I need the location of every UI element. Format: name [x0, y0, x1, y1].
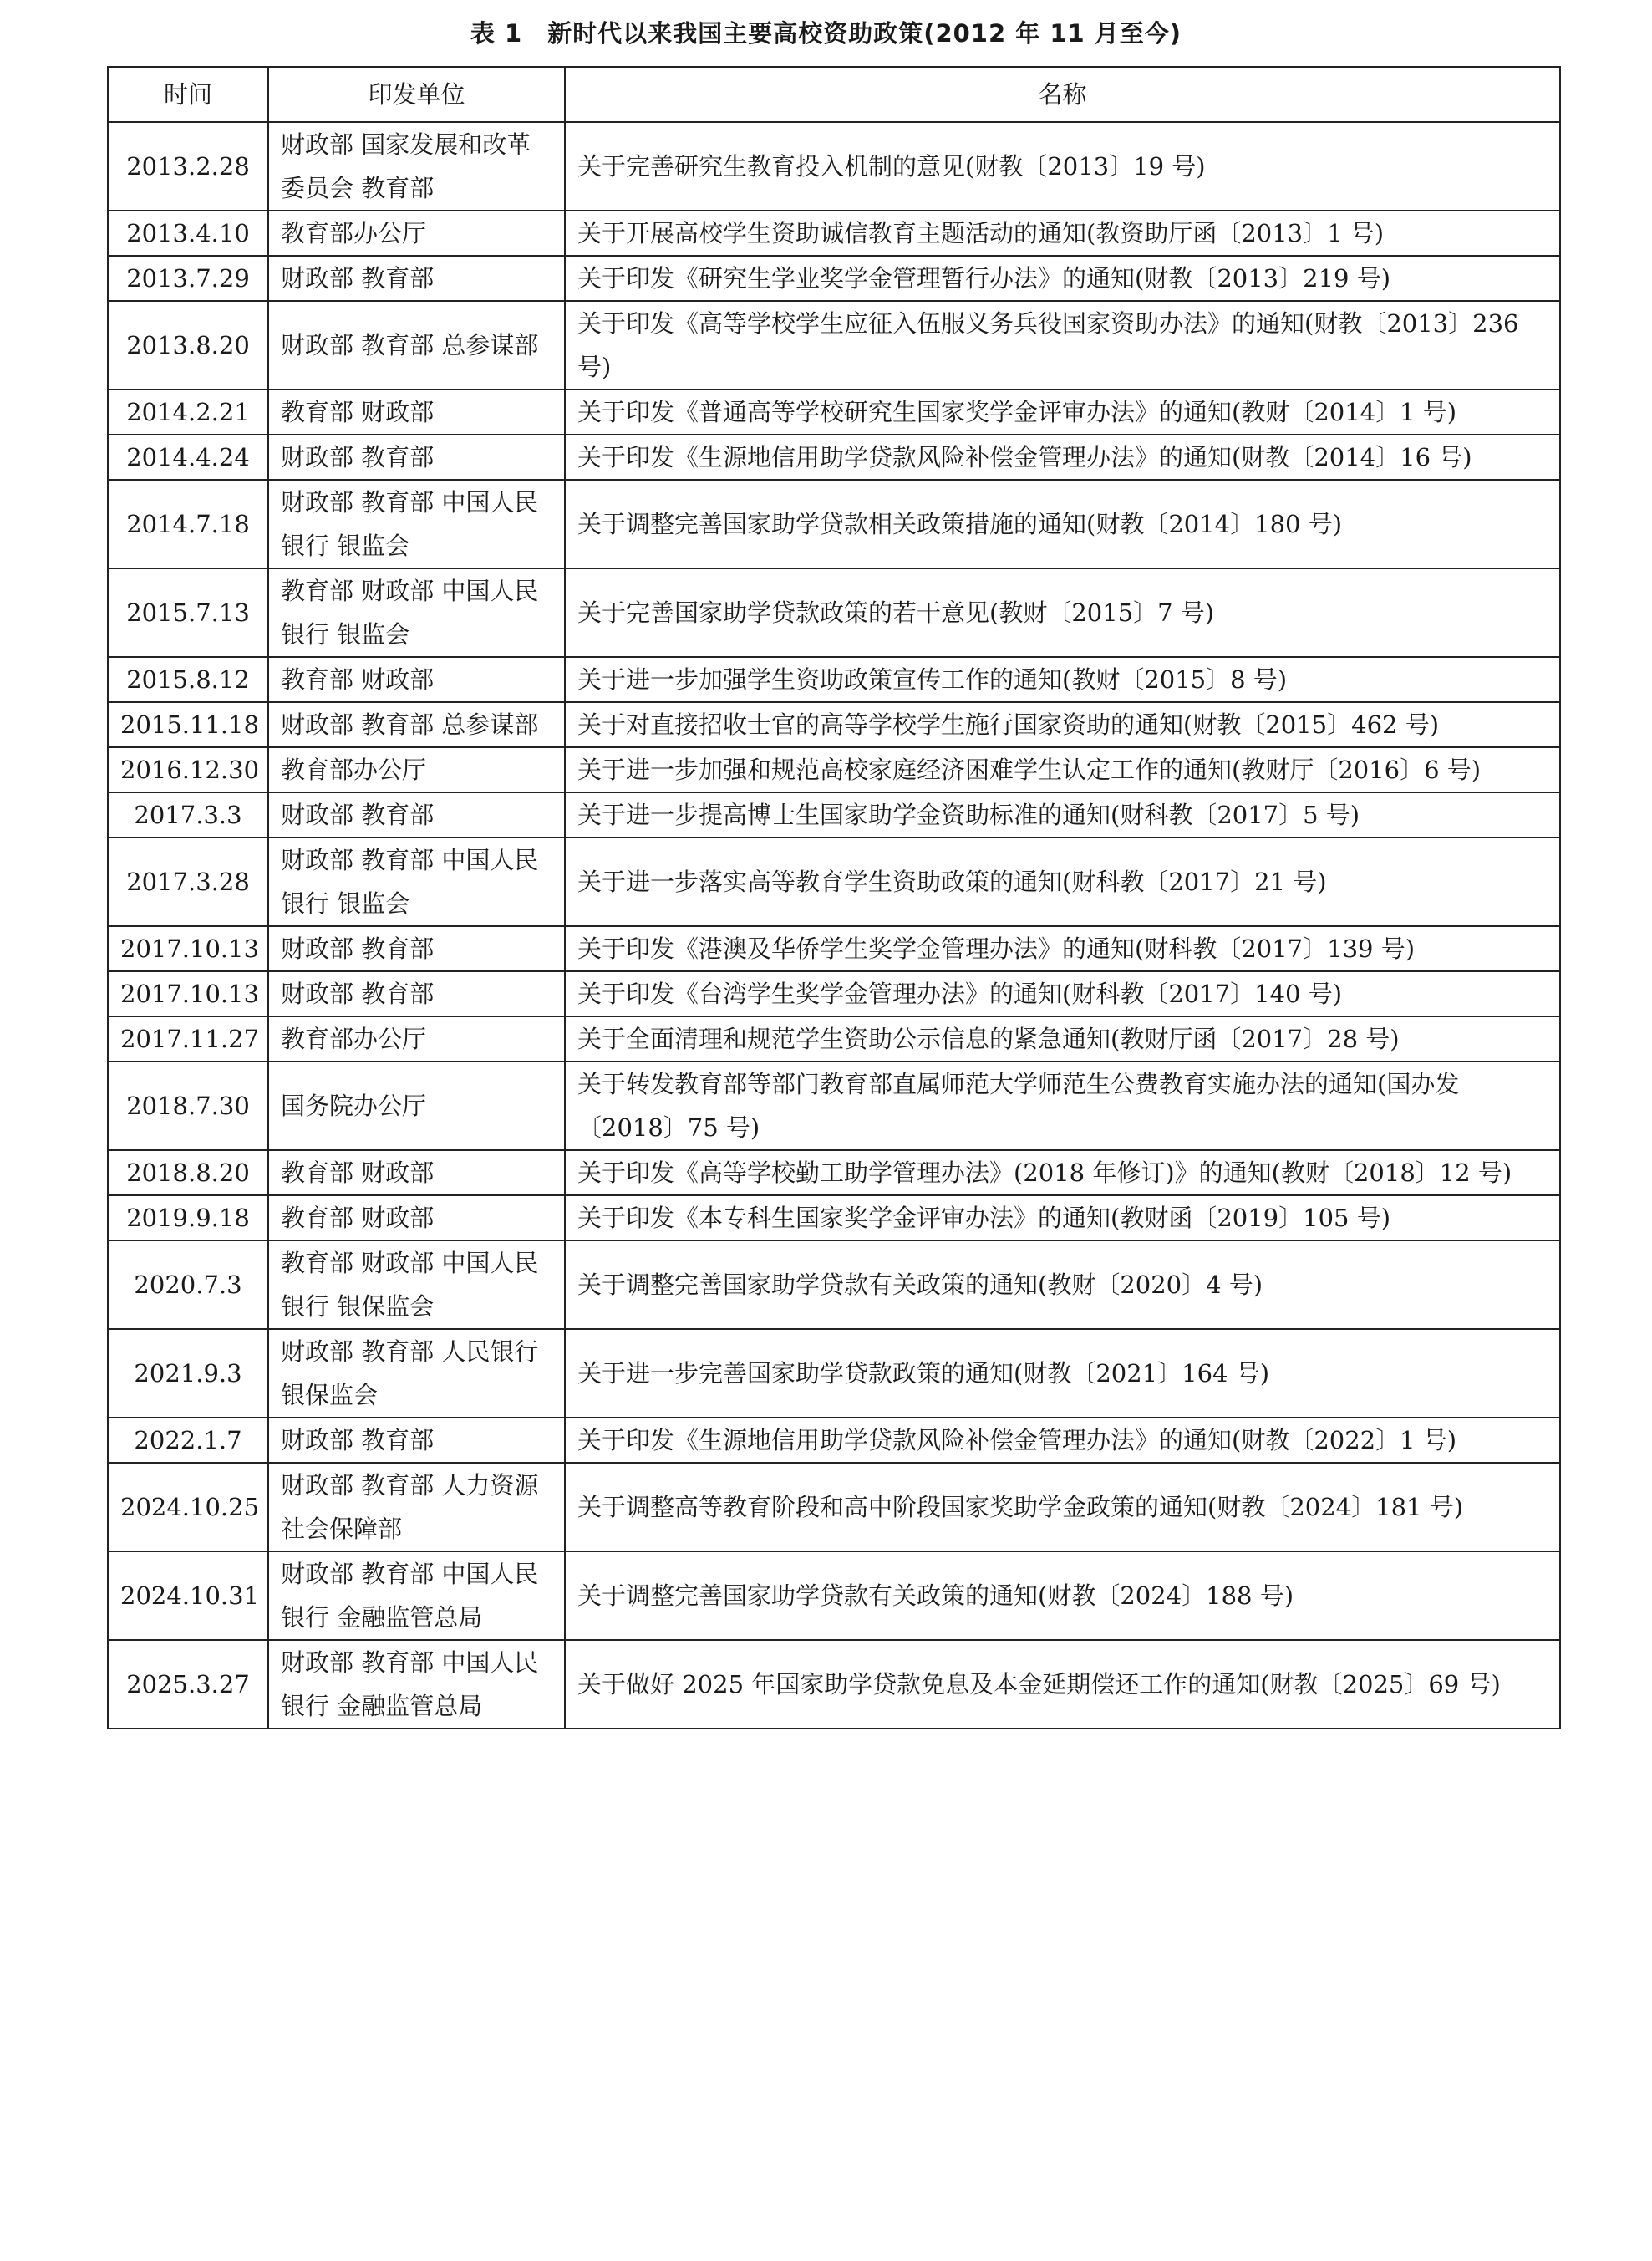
policy-title-cell: 关于调整完善国家助学贷款有关政策的通知(财教〔2024〕188 号) [565, 1551, 1560, 1640]
policy-title-cell: 关于做好 2025 年国家助学贷款免息及本金延期偿还工作的通知(财教〔2025〕69 号) [565, 1640, 1560, 1729]
policy-title-cell: 关于进一步落实高等教育学生资助政策的通知(财科教〔2017〕21 号) [565, 838, 1560, 926]
date-cell: 2017.10.13 [108, 926, 268, 971]
policy-title-cell: 关于印发《台湾学生奖学金管理办法》的通知(财科教〔2017〕140 号) [565, 971, 1560, 1016]
date-cell: 2017.3.3 [108, 792, 268, 838]
issuer-cell: 财政部 教育部 [268, 971, 565, 1016]
date-cell: 2013.8.20 [108, 301, 268, 390]
table-row [108, 1016, 1560, 1062]
date-cell: 2013.2.28 [108, 122, 268, 211]
table-row [108, 1150, 1560, 1195]
policy-title-cell: 关于印发《生源地信用助学贷款风险补偿金管理办法》的通知(财教〔2014〕16 号) [565, 435, 1560, 480]
date-cell: 2017.10.13 [108, 971, 268, 1016]
date-cell: 2014.7.18 [108, 480, 268, 568]
policy-title-cell: 关于进一步加强学生资助政策宣传工作的通知(教财〔2015〕8 号) [565, 657, 1560, 702]
date-cell: 2024.10.25 [108, 1463, 268, 1551]
table-row [108, 1062, 1560, 1150]
policy-title-cell: 关于开展高校学生资助诚信教育主题活动的通知(教资助厅函〔2013〕1 号) [565, 211, 1560, 256]
issuer-cell: 财政部 教育部 [268, 435, 565, 480]
header-title: 名称 [565, 67, 1560, 122]
table-row [108, 971, 1560, 1016]
issuer-cell: 财政部 国家发展和改革委员会 教育部 [268, 122, 565, 211]
date-cell: 2014.2.21 [108, 390, 268, 435]
issuer-cell: 财政部 教育部 [268, 1418, 565, 1463]
issuer-cell: 教育部办公厅 [268, 1016, 565, 1062]
date-cell: 2018.8.20 [108, 1150, 268, 1195]
policy-title-cell: 关于调整高等教育阶段和高中阶段国家奖助学金政策的通知(财教〔2024〕181 号) [565, 1463, 1560, 1551]
date-cell: 2017.3.28 [108, 838, 268, 926]
issuer-cell: 财政部 教育部 总参谋部 [268, 702, 565, 747]
date-cell: 2017.11.27 [108, 1016, 268, 1062]
date-cell: 2015.7.13 [108, 568, 268, 657]
issuer-cell: 教育部 财政部 [268, 657, 565, 702]
table-row [108, 838, 1560, 926]
policy-title-cell: 关于调整完善国家助学贷款相关政策措施的通知(财教〔2014〕180 号) [565, 480, 1560, 568]
issuer-cell: 教育部 财政部 中国人民银行 银监会 [268, 568, 565, 657]
issuer-cell: 财政部 教育部 中国人民银行 金融监管总局 [268, 1551, 565, 1640]
date-cell: 2024.10.31 [108, 1551, 268, 1640]
table-row [108, 747, 1560, 792]
table-row [108, 1240, 1560, 1329]
table-row [108, 657, 1560, 702]
table-body [108, 122, 1560, 1729]
date-cell: 2018.7.30 [108, 1062, 268, 1150]
policy-title-cell: 关于印发《港澳及华侨学生奖学金管理办法》的通知(财科教〔2017〕139 号) [565, 926, 1560, 971]
policy-title-cell: 关于全面清理和规范学生资助公示信息的紧急通知(教财厅函〔2017〕28 号) [565, 1016, 1560, 1062]
date-cell: 2020.7.3 [108, 1240, 268, 1329]
issuer-cell: 教育部办公厅 [268, 211, 565, 256]
table-row [108, 256, 1560, 301]
issuer-cell: 财政部 教育部 [268, 926, 565, 971]
policy-title-cell: 关于印发《高等学校学生应征入伍服义务兵役国家资助办法》的通知(财教〔2013〕236 号) [565, 301, 1560, 390]
date-cell: 2014.4.24 [108, 435, 268, 480]
policy-title-cell: 关于进一步加强和规范高校家庭经济困难学生认定工作的通知(教财厅〔2016〕6 号) [565, 747, 1560, 792]
date-cell: 2025.3.27 [108, 1640, 268, 1729]
issuer-cell: 财政部 教育部 总参谋部 [268, 301, 565, 390]
table-row [108, 1463, 1560, 1551]
policy-title-cell: 关于印发《生源地信用助学贷款风险补偿金管理办法》的通知(财教〔2022〕1 号) [565, 1418, 1560, 1463]
table-row [108, 435, 1560, 480]
table-row [108, 702, 1560, 747]
issuer-cell: 财政部 教育部 人力资源社会保障部 [268, 1463, 565, 1551]
date-cell: 2013.7.29 [108, 256, 268, 301]
table-header-row [108, 67, 1560, 122]
issuer-cell: 教育部 财政部 [268, 390, 565, 435]
table-row [108, 301, 1560, 390]
issuer-cell: 教育部办公厅 [268, 747, 565, 792]
issuer-cell: 财政部 教育部 [268, 792, 565, 838]
issuer-cell: 教育部 财政部 中国人民银行 银保监会 [268, 1240, 565, 1329]
table-row [108, 568, 1560, 657]
policy-title-cell: 关于对直接招收士官的高等学校学生施行国家资助的通知(财教〔2015〕462 号) [565, 702, 1560, 747]
table-row [108, 792, 1560, 838]
policy-title-cell: 关于完善研究生教育投入机制的意见(财教〔2013〕19 号) [565, 122, 1560, 211]
policy-title-cell: 关于进一步提高博士生国家助学金资助标准的通知(财科教〔2017〕5 号) [565, 792, 1560, 838]
header-date: 时间 [108, 67, 268, 122]
table-row [108, 1329, 1560, 1418]
issuer-cell: 教育部 财政部 [268, 1150, 565, 1195]
date-cell: 2015.8.12 [108, 657, 268, 702]
table-row [108, 1418, 1560, 1463]
table-row [108, 1551, 1560, 1640]
policy-title-cell: 关于印发《本专科生国家奖学金评审办法》的通知(教财函〔2019〕105 号) [565, 1195, 1560, 1240]
table-row [108, 926, 1560, 971]
date-cell: 2019.9.18 [108, 1195, 268, 1240]
policy-title-cell: 关于印发《普通高等学校研究生国家奖学金评审办法》的通知(教财〔2014〕1 号) [565, 390, 1560, 435]
header-issuer: 印发单位 [268, 67, 565, 122]
policy-title-cell: 关于进一步完善国家助学贷款政策的通知(财教〔2021〕164 号) [565, 1329, 1560, 1418]
date-cell: 2021.9.3 [108, 1329, 268, 1418]
issuer-cell: 财政部 教育部 中国人民银行 金融监管总局 [268, 1640, 565, 1729]
date-cell: 2013.4.10 [108, 211, 268, 256]
policy-title-cell: 关于完善国家助学贷款政策的若干意见(教财〔2015〕7 号) [565, 568, 1560, 657]
issuer-cell: 财政部 教育部 [268, 256, 565, 301]
policy-title-cell: 关于转发教育部等部门教育部直属师范大学师范生公费教育实施办法的通知(国办发〔2018〕75 号) [565, 1062, 1560, 1150]
issuer-cell: 国务院办公厅 [268, 1062, 565, 1150]
policy-title-cell: 关于印发《研究生学业奖学金管理暂行办法》的通知(财教〔2013〕219 号) [565, 256, 1560, 301]
date-cell: 2022.1.7 [108, 1418, 268, 1463]
policy-title-cell: 关于印发《高等学校勤工助学管理办法》(2018 年修订)》的通知(教财〔2018〕12 号) [565, 1150, 1560, 1195]
issuer-cell: 教育部 财政部 [268, 1195, 565, 1240]
issuer-cell: 财政部 教育部 中国人民银行 银监会 [268, 838, 565, 926]
issuer-cell: 财政部 教育部 人民银行 银保监会 [268, 1329, 565, 1418]
date-cell: 2015.11.18 [108, 702, 268, 747]
table-row [108, 122, 1560, 211]
table-row [108, 1640, 1560, 1729]
issuer-cell: 财政部 教育部 中国人民银行 银监会 [268, 480, 565, 568]
table-row [108, 390, 1560, 435]
table-row [108, 480, 1560, 568]
date-cell: 2016.12.30 [108, 747, 268, 792]
table-caption: 表 1 新时代以来我国主要高校资助政策(2012 年 11 月至今) [470, 19, 1182, 48]
policy-table [107, 66, 1561, 1729]
table-row [108, 211, 1560, 256]
policy-title-cell: 关于调整完善国家助学贷款有关政策的通知(教财〔2020〕4 号) [565, 1240, 1560, 1329]
table-row [108, 1195, 1560, 1240]
